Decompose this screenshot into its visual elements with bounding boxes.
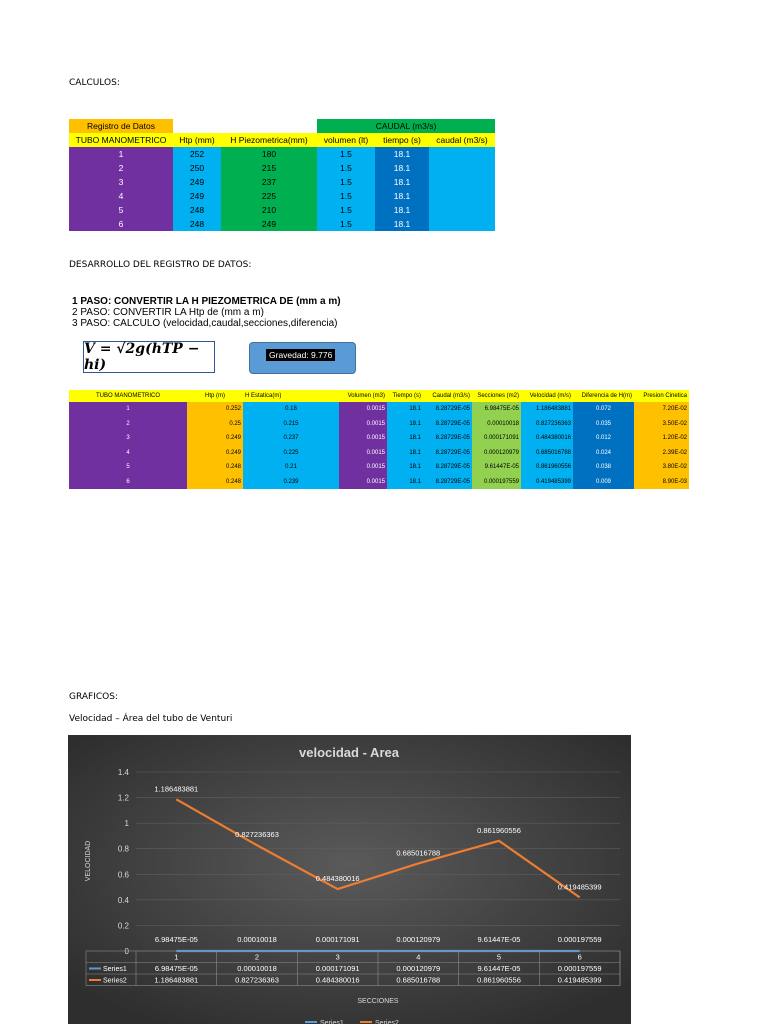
table2-cell: 0.249: [187, 446, 243, 461]
table2-row: [69, 431, 689, 446]
table1-cell: 1.5: [317, 161, 375, 175]
table2-row: [69, 402, 689, 417]
table2-cell: 0.012: [573, 431, 634, 446]
y-axis-label: VELOCIDAD: [85, 840, 92, 882]
table2-cell: 2: [69, 417, 187, 432]
x-tick-label: 5: [496, 952, 502, 962]
chart-title: velocidad - Area: [299, 745, 399, 760]
table1-row: [69, 203, 495, 217]
table2-cell: 0.0015: [339, 402, 387, 417]
data-table-value: 0.000197559: [557, 964, 602, 973]
data-label: 0.000120979: [396, 934, 441, 944]
table1-cell: 4: [69, 189, 173, 203]
table2-cell: 18.1: [387, 417, 423, 432]
table2-cell: 0.419485399: [521, 475, 573, 490]
step-2: 2 PASO: CONVERTIR LA Htp de (mm a m): [72, 307, 264, 318]
table1-cell: 249: [173, 189, 221, 203]
data-label: 6.98475E-05: [154, 934, 198, 944]
data-table-value: 6.98475E-05: [154, 964, 198, 973]
table2-cell: 8.28729E-05: [423, 475, 472, 490]
legend-entry: Series1: [103, 966, 127, 973]
table1-cell: 1: [69, 147, 173, 161]
table1-cell: 249: [173, 175, 221, 189]
table2-header-row: TUBO MANOMETRICO Htp (m) H Estatica(m) Volumen (m3) Tiempo (s) Caudal (m3/s) Secciones (m2) Velocidad (m/s) Diferencia de H(m) Presion Cinetica: [69, 390, 689, 402]
table1-caudal-group: CAUDAL (m3/s): [317, 119, 495, 133]
table2-cell: 0.035: [573, 417, 634, 432]
table1-row: [69, 147, 495, 161]
data-table-value: 9.61447E-05: [477, 964, 521, 973]
table1-cell: 1.5: [317, 189, 375, 203]
table1-cell: 250: [173, 161, 221, 175]
table2-cell: 0.024: [573, 446, 634, 461]
data-table-value: 0.000120979: [396, 964, 441, 973]
gravity-label: Gravedad: 9.776: [266, 349, 335, 361]
bottom-legend-entry: Series2: [375, 1020, 399, 1024]
bottom-legend-entry: Series1: [320, 1020, 344, 1024]
table1-cell: 215: [221, 161, 317, 175]
table1-cell: 1.5: [317, 175, 375, 189]
x-axis-label: SECCIONES: [357, 998, 399, 1005]
data-label: 0.861960556: [477, 825, 521, 835]
table2-cell: 0.484380016: [521, 431, 573, 446]
table1-cell: 3: [69, 175, 173, 189]
table2-cell: 0.0015: [339, 460, 387, 475]
data-label: 0.827236363: [235, 830, 279, 840]
table2-cell: 0.248: [187, 475, 243, 490]
table2-cell: 18.1: [387, 475, 423, 490]
table2-cell: 18.1: [387, 460, 423, 475]
data-table-value: 0.685016788: [396, 975, 441, 985]
data-label: 9.61447E-05: [477, 934, 521, 944]
table2-cell: 4: [69, 446, 187, 461]
x-tick-label: 1: [174, 952, 179, 962]
table1-cell: 18.1: [375, 189, 429, 203]
table2-cell: 1: [69, 402, 187, 417]
data-label: 0.484380016: [315, 874, 360, 884]
y-tick-label: 0.2: [117, 921, 129, 931]
table1-cell: 18.1: [375, 161, 429, 175]
velocity-formula: V = √2g(hTP − hi): [83, 341, 215, 373]
table1-cell: [429, 217, 495, 231]
table2-cell: 0.249: [187, 431, 243, 446]
table2-cell: 7.20E-02: [634, 402, 689, 417]
table1-row: [69, 217, 495, 231]
y-tick-label: 0: [124, 947, 129, 956]
table2-cell: 0.239: [243, 475, 339, 490]
table2-cell: 8.28729E-05: [423, 402, 472, 417]
table2-cell: 9.61447E-05: [472, 460, 521, 475]
table1-row: [69, 189, 495, 203]
y-tick-label: 1.2: [117, 793, 129, 803]
table1-cell: 252: [173, 147, 221, 161]
table2-cell: 0.225: [243, 446, 339, 461]
table1-cell: 5: [69, 203, 173, 217]
data-label: 0.00010018: [237, 934, 277, 944]
table1-cell: 248: [173, 217, 221, 231]
table2-cell: 0.000120979: [472, 446, 521, 461]
table2-cell: 0.21: [243, 460, 339, 475]
x-tick-label: 3: [335, 952, 340, 962]
table1-cell: 237: [221, 175, 317, 189]
table2-cell: 8.28729E-05: [423, 431, 472, 446]
table2-cell: 0.038: [573, 460, 634, 475]
x-tick-label: 6: [577, 952, 582, 962]
table1-cell: 210: [221, 203, 317, 217]
gravity-box: [249, 342, 356, 374]
table1-cell: [429, 189, 495, 203]
data-table-value: 0.419485399: [557, 975, 602, 985]
table2-cell: 0.18: [243, 402, 339, 417]
data-table-value: 1.186483881: [154, 975, 199, 985]
heading-calculos: CALCULOS:: [69, 78, 120, 88]
step-3: 3 PASO: CALCULO (velocidad,caudal,secciones,diferencia): [72, 318, 338, 329]
table2-cell: 8.28729E-05: [423, 417, 472, 432]
table1-header-row: TUBO MANOMETRICO Htp (mm) H Piezometrica(mm) volumen (lt) tiempo (s) caudal (m3/s): [69, 133, 495, 147]
table2-cell: 0.000197559: [472, 475, 521, 490]
table1-cell: 18.1: [375, 175, 429, 189]
table2-cell: 3.80E-02: [634, 460, 689, 475]
table1-cell: 18.1: [375, 203, 429, 217]
table2-cell: 1.20E-02: [634, 431, 689, 446]
table1-row: [69, 161, 495, 175]
data-label: 0.685016788: [396, 848, 441, 858]
table1-cell: [429, 175, 495, 189]
table2-cell: 6: [69, 475, 187, 490]
table2-cell: 0.248: [187, 460, 243, 475]
table2-cell: 0.25: [187, 417, 243, 432]
table2-cell: 6.98475E-05: [472, 402, 521, 417]
x-tick-label: 4: [416, 952, 421, 962]
step-1: 1 PASO: CONVERTIR LA H PIEZOMETRICA DE (mm a m): [72, 296, 341, 307]
table2-cell: 0.0015: [339, 446, 387, 461]
table2-cell: 8.90E-03: [634, 475, 689, 490]
data-label: 0.000197559: [557, 934, 602, 944]
table2-cell: 0.237: [243, 431, 339, 446]
data-table-value: 0.000171091: [315, 964, 360, 973]
chart-svg: [68, 735, 631, 1024]
table2-cell: 0.0015: [339, 417, 387, 432]
table1-cell: [429, 203, 495, 217]
data-table-value: 0.00010018: [237, 964, 277, 973]
table2-cell: 5: [69, 460, 187, 475]
data-table-value: 0.861960556: [477, 975, 521, 985]
table2-cell: 0.00010018: [472, 417, 521, 432]
table2-cell: 8.28729E-05: [423, 460, 472, 475]
table2-cell: 18.1: [387, 431, 423, 446]
data-table-value: 0.484380016: [315, 975, 360, 985]
chart-caption: Velocidad – Área del tubo de Venturi: [69, 714, 233, 724]
table2-row: [69, 446, 689, 461]
table1-cell: 249: [221, 217, 317, 231]
table2-cell: 0.000171091: [472, 431, 521, 446]
table2-row: [69, 460, 689, 475]
table2-cell: 1.186483881: [521, 402, 573, 417]
data-label: 1.186483881: [154, 784, 199, 794]
results-table: [69, 390, 689, 489]
velocity-area-chart: [68, 735, 631, 1024]
legend-entry: Series2: [103, 977, 127, 985]
table1-cell: [429, 161, 495, 175]
table2-cell: 0.215: [243, 417, 339, 432]
table2-cell: 0.0015: [339, 431, 387, 446]
heading-desarrollo: DESARROLLO DEL REGISTRO DE DATOS:: [69, 260, 252, 270]
y-tick-label: 0.6: [117, 870, 129, 880]
table2-cell: 3: [69, 431, 187, 446]
table2-cell: 0.861960556: [521, 460, 573, 475]
heading-graficos: GRAFICOS:: [69, 692, 118, 702]
table2-cell: 8.28729E-05: [423, 446, 472, 461]
x-tick-label: 2: [254, 952, 260, 962]
table2-cell: 18.1: [387, 402, 423, 417]
table2-row: [69, 475, 689, 490]
table2-row: [69, 417, 689, 432]
y-tick-label: 0.4: [117, 895, 129, 905]
data-table-value: 0.827236363: [235, 975, 279, 985]
table1-title: Registro de Datos: [69, 119, 173, 133]
y-tick-label: 0.8: [117, 844, 129, 854]
table2-cell: 0.685016788: [521, 446, 573, 461]
y-tick-label: 1.4: [117, 768, 129, 777]
table2-cell: 0.009: [573, 475, 634, 490]
data-register-table: [69, 119, 495, 231]
table1-cell: 6: [69, 217, 173, 231]
table1-cell: 180: [221, 147, 317, 161]
table1-cell: 1.5: [317, 203, 375, 217]
table1-cell: 2: [69, 161, 173, 175]
table2-cell: 3.50E-02: [634, 417, 689, 432]
steps-list: [72, 296, 341, 329]
table1-cell: 225: [221, 189, 317, 203]
table2-cell: 0.827236363: [521, 417, 573, 432]
table1-row: [69, 175, 495, 189]
data-label: 0.419485399: [557, 882, 602, 892]
table2-cell: 18.1: [387, 446, 423, 461]
table1-cell: 18.1: [375, 147, 429, 161]
table1-cell: 248: [173, 203, 221, 217]
data-label: 0.000171091: [315, 934, 360, 944]
table1-cell: 1.5: [317, 217, 375, 231]
table2-cell: 2.39E-02: [634, 446, 689, 461]
table1-cell: [429, 147, 495, 161]
table1-cell: 18.1: [375, 217, 429, 231]
y-tick-label: 1: [124, 819, 129, 829]
table2-cell: 0.252: [187, 402, 243, 417]
table2-cell: 0.0015: [339, 475, 387, 490]
table1-cell: 1.5: [317, 147, 375, 161]
table2-cell: 0.072: [573, 402, 634, 417]
